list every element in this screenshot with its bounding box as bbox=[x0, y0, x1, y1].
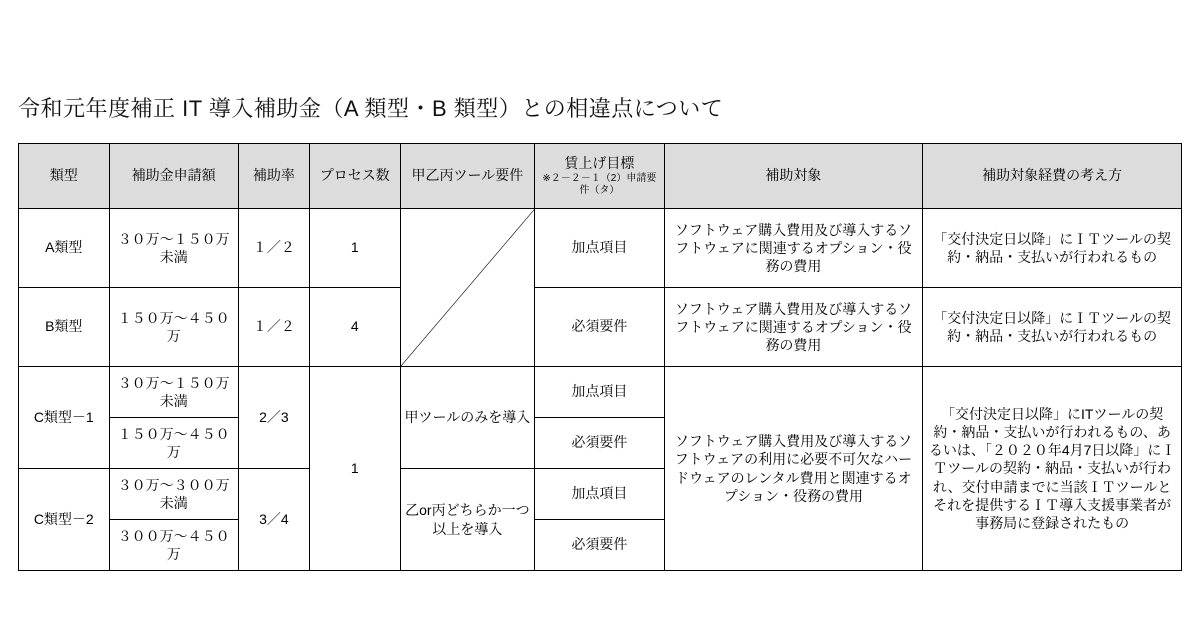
cell-subsidy-target-a: ソフトウェア購入費用及び導入するソフトウェアに関連するオプション・役務の費用 bbox=[664, 209, 923, 288]
cell-tool-requirement-c2: 乙or丙どちらか一つ以上を導入 bbox=[400, 469, 535, 571]
cell-subsidy-target-b: ソフトウェア購入費用及び導入するソフトウェアに関連するオプション・役務の費用 bbox=[664, 288, 923, 367]
header-tool-requirement: 甲乙丙ツール要件 bbox=[400, 144, 535, 209]
cell-subsidy-target-c: ソフトウェア購入費用及び導入するソフトウェアの利用に必要不可欠なハードウェアのレンタル費用と関連するオプション・役務の費用 bbox=[664, 367, 923, 571]
cell-cost-policy-c: 「交付決定日以降」にITツールの契約・納品・支払いが行われるもの、あるいは、「２０２０年4月7日以降」にＩＴツールの契約・納品・支払いが行われ、交付申請までに当該ＩＴツールとそれを提供するＩＴ導入支援事業者が事務局に登録されたもの bbox=[923, 367, 1182, 571]
cell-wage-a: 加点項目 bbox=[535, 209, 664, 288]
header-wage-goal-main: 賃上げ目標 bbox=[564, 155, 635, 172]
cell-cost-policy-b: 「交付決定日以降」にＩＴツールの契約・納品・支払いが行われるもの bbox=[923, 288, 1182, 367]
cell-process-c: 1 bbox=[309, 367, 400, 571]
cell-amount-c1-upper: ３０万～１５０万未満 bbox=[109, 367, 238, 418]
cell-wage-c2-upper: 加点項目 bbox=[535, 469, 664, 520]
header-rate: 補助率 bbox=[238, 144, 309, 209]
cell-type-c2: C類型－2 bbox=[19, 469, 110, 571]
cell-type-b: B類型 bbox=[19, 288, 110, 367]
cell-type-c1: C類型－1 bbox=[19, 367, 110, 469]
table-header-row bbox=[19, 144, 1182, 209]
cell-process-b: 4 bbox=[309, 288, 400, 367]
table-header bbox=[19, 144, 1182, 209]
diagonal-slash-icon bbox=[401, 209, 535, 366]
cell-tool-requirement-c1: 甲ツールのみを導入 bbox=[400, 367, 535, 469]
cell-amount-a: ３０万～１５０万未満 bbox=[109, 209, 238, 288]
header-wage-goal bbox=[535, 144, 664, 209]
cell-rate-a: １／２ bbox=[238, 209, 309, 288]
header-wage-goal-note: ※２－２－１（2）申請要件（タ） bbox=[542, 172, 657, 196]
cell-amount-c1-lower: １５０万～４５０万 bbox=[109, 418, 238, 469]
table-row bbox=[19, 209, 1182, 288]
header-process-count: プロセス数 bbox=[309, 144, 400, 209]
table-row bbox=[19, 288, 1182, 367]
cell-rate-c2: 3／4 bbox=[238, 469, 309, 571]
header-subsidy-target: 補助対象 bbox=[664, 144, 923, 209]
cell-tool-requirement-ab-blank bbox=[400, 209, 535, 367]
cell-wage-b: 必須要件 bbox=[535, 288, 664, 367]
cell-wage-c1-upper: 加点項目 bbox=[535, 367, 664, 418]
cell-cost-policy-a: 「交付決定日以降」にＩＴツールの契約・納品・支払いが行われるもの bbox=[923, 209, 1182, 288]
page-title: 令和元年度補正 IT 導入補助金（A 類型・B 類型）との相違点について bbox=[18, 96, 724, 121]
cell-type-a: A類型 bbox=[19, 209, 110, 288]
cell-amount-b: １５０万～４５０万 bbox=[109, 288, 238, 367]
header-type: 類型 bbox=[19, 144, 110, 209]
header-cost-policy: 補助対象経費の考え方 bbox=[923, 144, 1182, 209]
table-body bbox=[19, 209, 1182, 571]
table-row bbox=[19, 367, 1182, 418]
comparison-table bbox=[18, 143, 1182, 571]
header-amount: 補助金申請額 bbox=[109, 144, 238, 209]
cell-amount-c2-lower: ３００万～４５０万 bbox=[109, 520, 238, 571]
cell-rate-b: １／２ bbox=[238, 288, 309, 367]
cell-process-a: 1 bbox=[309, 209, 400, 288]
cell-wage-c1-lower: 必須要件 bbox=[535, 418, 664, 469]
cell-amount-c2-upper: ３０万～３００万未満 bbox=[109, 469, 238, 520]
cell-rate-c1: 2／3 bbox=[238, 367, 309, 469]
cell-wage-c2-lower: 必須要件 bbox=[535, 520, 664, 571]
comparison-table-wrapper bbox=[18, 143, 1182, 571]
